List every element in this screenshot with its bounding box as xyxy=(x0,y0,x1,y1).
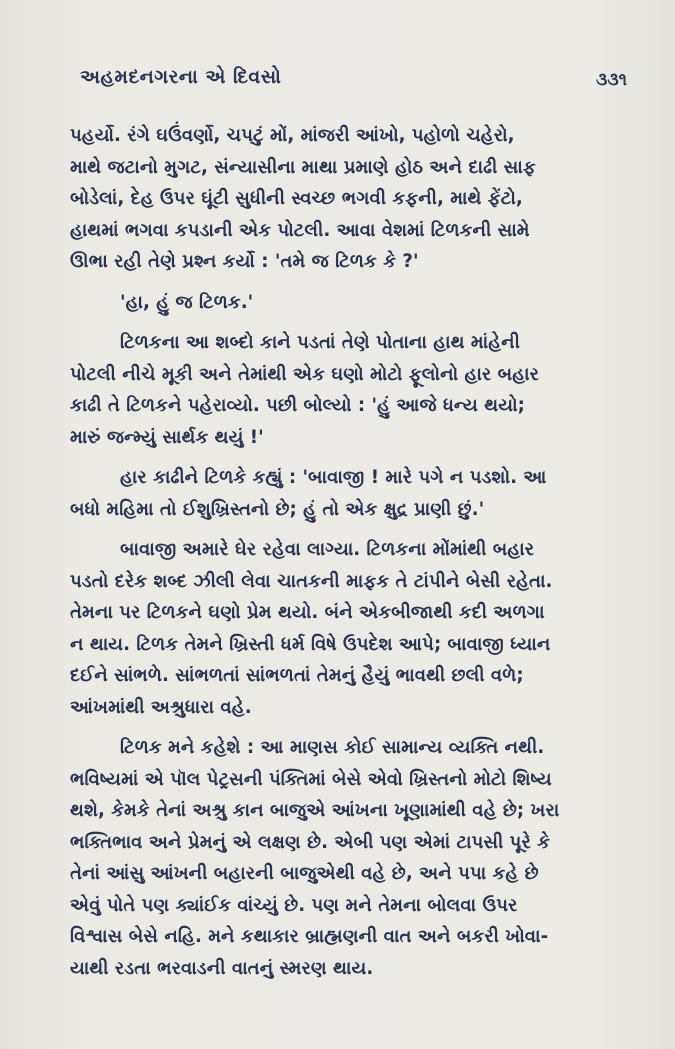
text-line: ઊભા રહી તેણે પ્રશ્ન કર્યો : 'તમે જ ટિળક કે ?' xyxy=(70,251,419,272)
text-line: યાથી રડતા ભરવાડની વાતનું સ્મરણ થાય. xyxy=(70,957,374,979)
text-line: પડતો દરેક શબ્દ ઝીલી લેવા ચાતકની માફક તે ટાંપીને બેસી રહેતા. xyxy=(70,570,553,592)
text-line: 'હા, હું જ ટિળક.' xyxy=(120,291,254,313)
body-text xyxy=(70,120,630,984)
text-line: ભવિષ્યમાં એ પૉલ પેટ્રસની પંક્તિમાં બેસે એવો ખ્રિસ્તનો મોટો શિષ્ય xyxy=(70,768,552,790)
text-line: કાઢી તે ટિળકને પહેરાવ્યો. પછી બોલ્યો : 'હું આજે ધન્ય થયો; xyxy=(70,395,525,416)
text-line: પહર્યો. રંગે ઘઉંવર્ણો, ચપટું મોં, માંજરી આંખો, પહોળો ચહેરો, xyxy=(70,125,515,146)
text-line: હાથમાં ભગવા કપડાની એક પોટલી. આવા વેશમાં ટિળકની સામે xyxy=(70,219,530,241)
paragraph xyxy=(70,462,630,525)
text-line: થશે, કેમકે તેનાં અશ્રુ કાન બાજુએ આંખના ખૂણામાંથી વહે છે; ખરા xyxy=(70,800,560,821)
text-line: તેનાં આંસુ આંખની બહારની બાજુએથી વહે છે, અને પપા કહે છે xyxy=(70,863,539,884)
text-line: ભક્તિભાવ અને પ્રેમનું એ લક્ષણ છે. એબી પણ એમાં ટાપસી પૂરે કે xyxy=(70,831,551,853)
paragraph xyxy=(70,327,630,453)
text-line: માથે જટાનો મુગટ, સંન્યાસીના માથા પ્રમાણે હોઠ અને દાઢી સાફ xyxy=(70,156,536,178)
text-line: આંખમાંથી અશ્રુધારા વહે. xyxy=(70,696,252,718)
text-line: ન થાય. ટિળક તેમને ખ્રિસ્તી ધર્મ વિષે ઉપદેશ આપે; બાવાજી ધ્યાન xyxy=(70,633,551,655)
text-line: ટિળક મને કહેશે : આ માણસ કોઈ સામાન્ય વ્યક્તિ નથી. xyxy=(120,737,545,758)
text-line: દઈને સાંભળે. સાંભળતાં સાંભળતાં તેમનું હૈયું ભાવથી છલી વળે; xyxy=(70,665,524,686)
text-line: મારું જન્મ્યું સાર્થક થયું !' xyxy=(70,426,264,448)
paragraph xyxy=(70,732,630,984)
text-line: ટિળકના આ શબ્દો કાને પડતાં તેણે પોતાના હાથ માંહેની xyxy=(120,332,520,353)
running-title: અહમદનગરના એ દિવસો xyxy=(80,66,282,88)
text-line: બોડેલાં, દેહ ઉપર ઘૂંટી સુધીની સ્વચ્છ ભગવી કફની, માથે ફેંટો, xyxy=(70,188,523,209)
text-line: પોટલી નીચે મૂકી અને તેમાંથી એક ઘણો મોટો ફૂલોનો હાર બહાર xyxy=(70,363,540,385)
page-number: ૩૩૧ xyxy=(596,70,627,90)
text-line: હાર કાઢીને ટિળકે કહ્યું : 'બાવાજી ! મારે પગે ન પડશો. આ xyxy=(120,467,547,488)
paragraph xyxy=(70,287,630,319)
paragraph xyxy=(70,120,630,278)
text-line: બાવાજી અમારે ઘેર રહેવા લાગ્યા. ટિળકના મોંમાંથી બહાર xyxy=(120,539,535,560)
paragraph xyxy=(70,534,630,723)
text-line: એવું પોતે પણ ક્યાંઈક વાંચ્યું છે. પણ મને તેમના બોલવા ઉપર xyxy=(70,894,518,916)
text-line: તેમના પર ટિળકને ઘણો પ્રેમ થયો. બંને એકબીજાથી કદી અળગા xyxy=(70,602,545,623)
text-line: વિશ્વાસ બેસે નહિ. મને કથાકાર બ્રાહ્મણની વાત અને બકરી ખોવા- xyxy=(70,926,549,947)
text-line: બધો મહિમા તો ઈશુખ્રિસ્તનો છે; હું તો એક ક્ષુદ્ર પ્રાણી છું.' xyxy=(70,498,485,520)
